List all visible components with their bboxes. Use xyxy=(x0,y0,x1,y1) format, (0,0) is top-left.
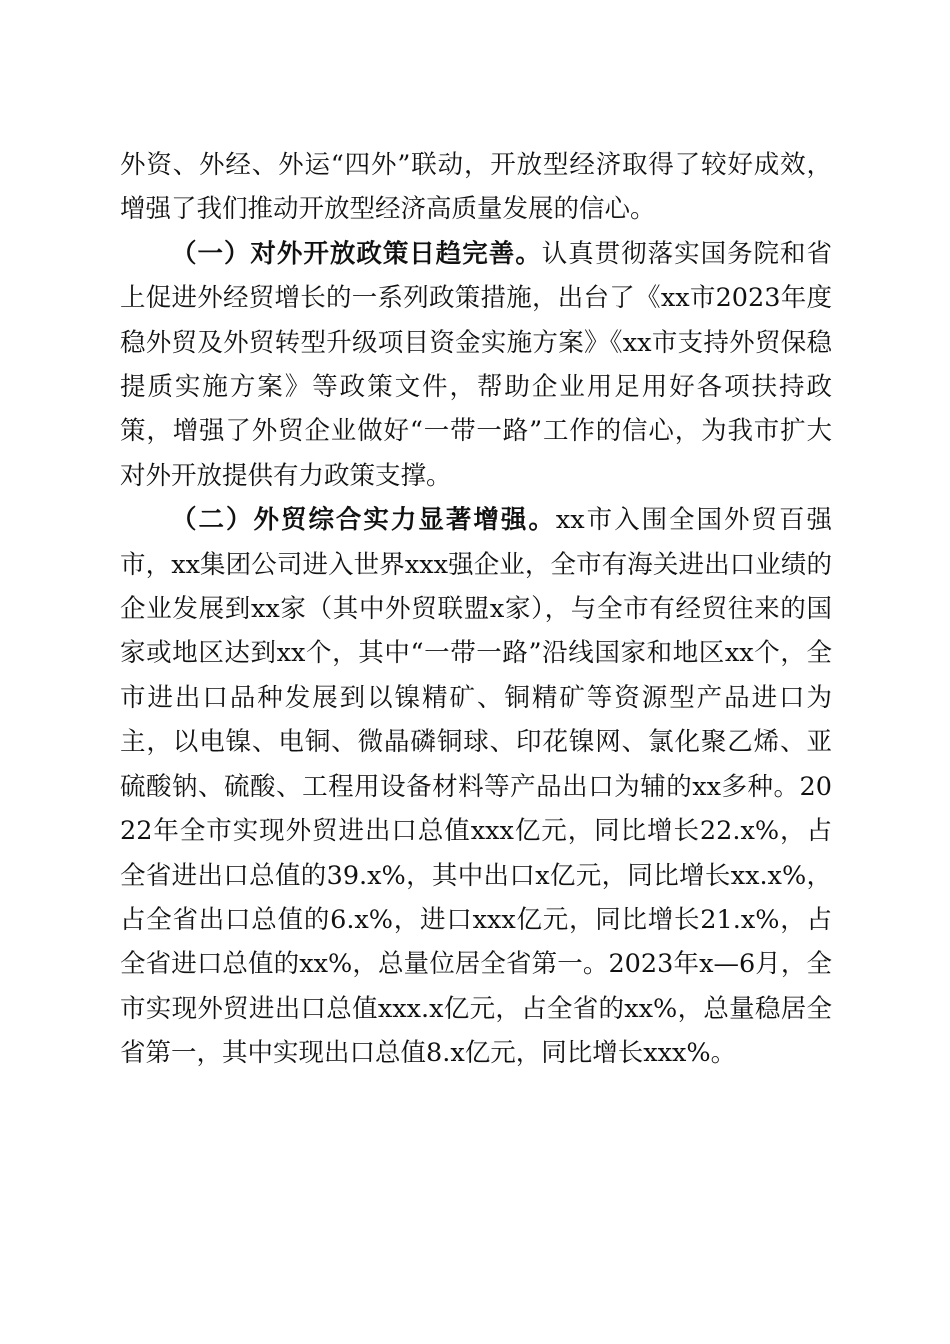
paragraph-intro-text: 外资、外经、外运“四外”联动，开放型经济取得了较好成效，增强了我们推动开放型经济高质量发展的信心。 xyxy=(120,150,832,225)
section-2-body: xx市入围全国外贸百强市，xx集团公司进入世界xxx强企业，全市有海关进出口业绩的企业发展到xx家（其中外贸联盟x家），与全市有经贸往来的国家或地区达到xx个，其中“一带一路”沿线国家和地区xx个，全市进出口品种发展到以镍精矿、铜精矿等资源型产品进口为主，以电镍、电铜、微晶磷铜球、印花镍网、氯化聚乙烯、亚硫酸钠、硫酸、工程用设备材料等产品出口为辅的xx多种。2022年全市实现外贸进出口总值xxx亿元，同比增长22.x%，占全省进出口总值的39.x%，其中出口x亿元，同比增长xx.x%，占全省出口总值的6.x%，进口xxx亿元，同比增长21.x%，占全省进口总值的xx%，总量位居全省第一。2023年x—6月，全市实现外贸进出口总值xxx.x亿元，占全省的xx%，总量稳居全省第一，其中实现出口总值8.x亿元，同比增长xxx%。 xyxy=(120,505,832,1069)
section-1-heading: （一）对外开放政策日趋完善。 xyxy=(171,238,542,269)
section-2-heading: （二）外贸综合实力显著增强。 xyxy=(171,505,556,536)
paragraph-intro xyxy=(120,143,832,232)
section-1-body: 认真贯彻落实国务院和省上促进外经贸增长的一系列政策措施，出台了《xx市2023年度稳外贸及外贸转型升级项目资金实施方案》《xx市支持外贸保稳提质实施方案》等政策文件，帮助企业用足用好各项扶持政策，增强了外贸企业做好“一带一路”工作的信心，为我市扩大对外开放提供有力政策支撑。 xyxy=(120,238,832,491)
paragraph-section-2 xyxy=(120,498,832,1075)
paragraph-section-1 xyxy=(120,232,832,498)
document-page xyxy=(120,143,832,1076)
